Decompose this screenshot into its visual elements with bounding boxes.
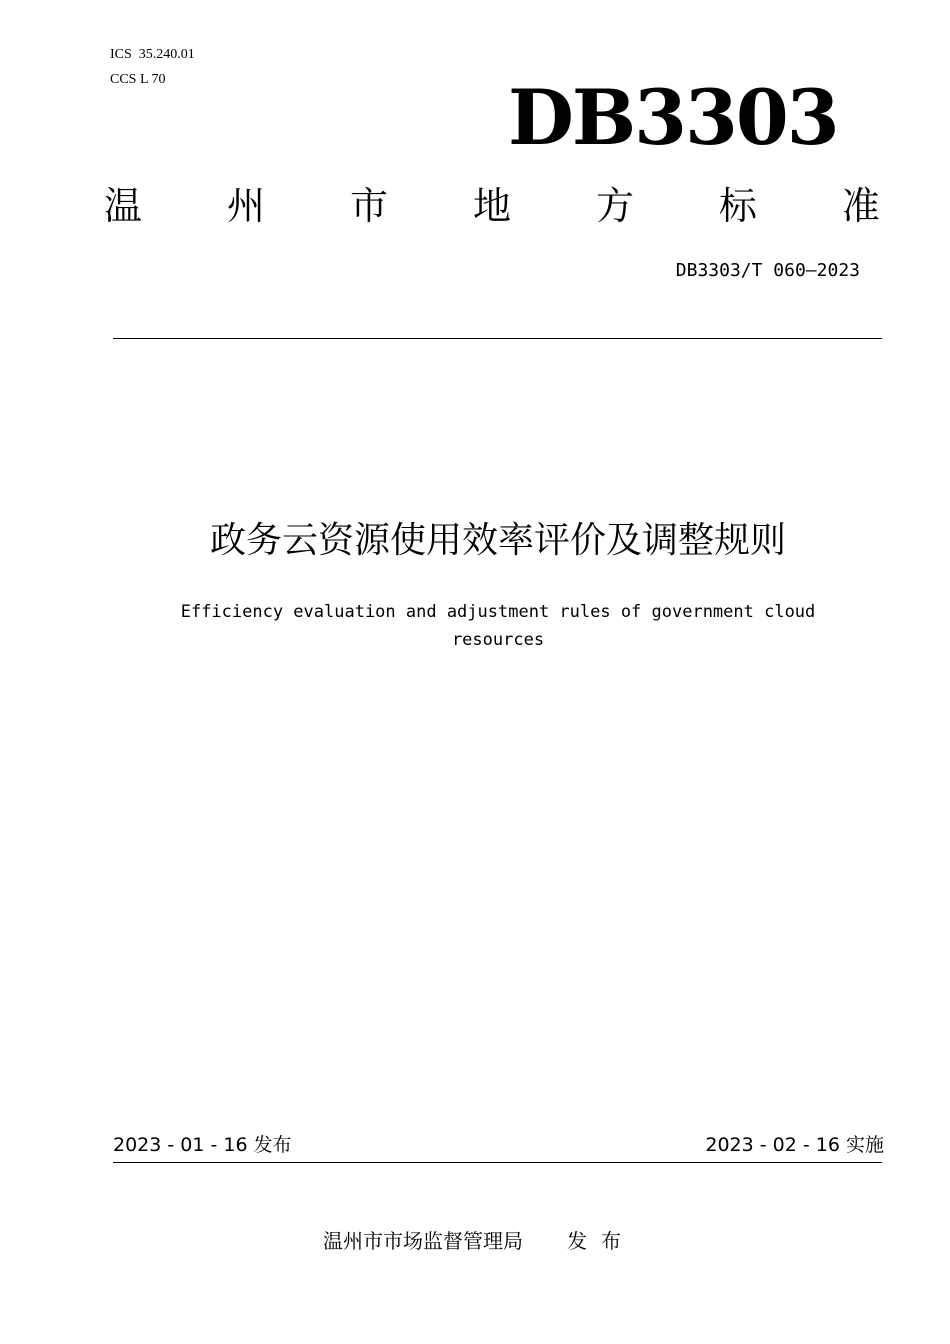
standard-type-char: 准 (841, 184, 880, 228)
document-title-chinese: 政务云资源使用效率评价及调整规则 (209, 520, 786, 561)
standard-type-char: 温 (104, 184, 143, 228)
implementation-date: 2023 - 02 - 16 实施 (705, 1134, 884, 1156)
top-divider (113, 338, 882, 339)
standard-number: DB3303/T 060—2023 (675, 260, 860, 281)
issuer-action: 发布 (567, 1229, 635, 1253)
bottom-divider (113, 1162, 882, 1163)
standard-logo: DB3303 (508, 73, 838, 162)
standard-type-char: 市 (349, 184, 388, 228)
standard-type-char: 地 (472, 184, 511, 228)
issuer-line (323, 1226, 635, 1256)
standard-type-heading (104, 183, 880, 229)
document-title-english: Efficiency evaluation and adjustment rules of government cloud resources (180, 602, 816, 650)
standard-type-char: 标 (718, 184, 757, 228)
standard-type-char: 方 (595, 184, 634, 228)
issuer-organization: 温州市市场监督管理局 (323, 1229, 523, 1253)
issue-date: 2023 - 01 - 16 发布 (113, 1134, 292, 1156)
ccs-code: CCS L 70 (110, 72, 166, 87)
ics-code: ICS 35.240.01 (110, 47, 195, 62)
standard-type-char: 州 (226, 184, 265, 228)
